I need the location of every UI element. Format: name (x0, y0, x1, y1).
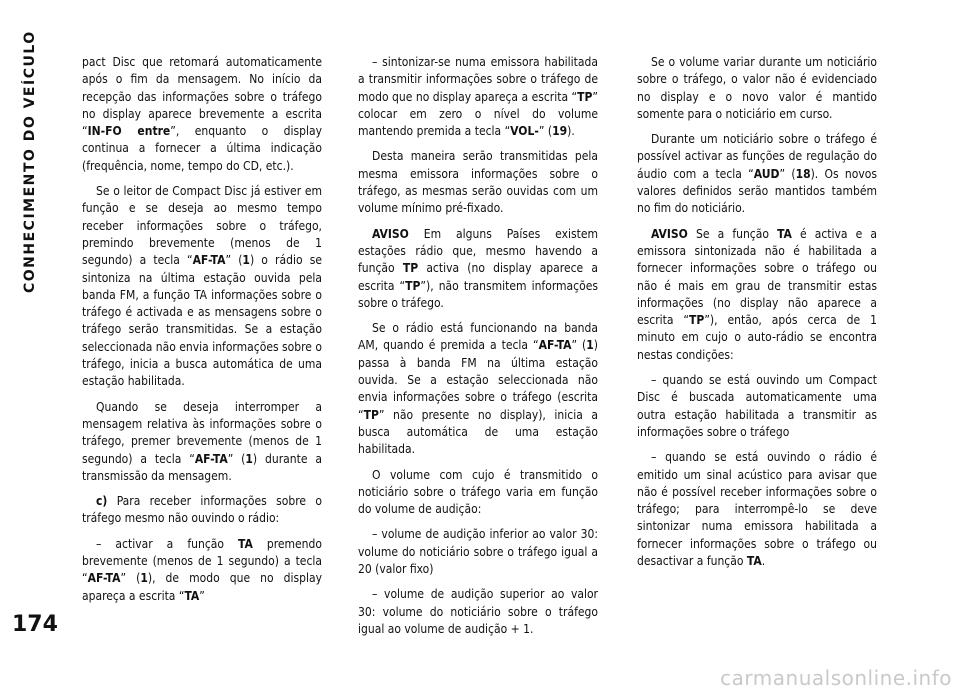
paragraph: Se o volume variar durante um noticiário sobre o tráfego, o valor não é evidenciado no display e o novo valor é mantido somente para o noticiário em curso. (637, 55, 877, 121)
warning-paragraph: AVISO Em alguns Países existem estações rádio que, mesmo havendo a função TP activa (no display aparece a escrita “TP”), não transmitem informações sobre o tráfego. (358, 226, 598, 310)
warning-paragraph: AVISO Se a função TA é activa e a emissora sintonizada não é habilitada a fornecer informações sobre o tráfego ou não é mais em grau de transmitir estas informações (no display não aparece a escrita “TP”), então, após cerca de 1 minuto em cujo o auto-rádio se encontra nestas condições: (637, 226, 877, 362)
column-2 (358, 54, 598, 646)
watermark: carmanualsonline.info (720, 666, 952, 690)
sidebar (0, 0, 66, 692)
paragraph: – activar a função TA premendo brevemente (menos de 1 segundo) a tecla “AF-TA” (1), de modo que no display apareça a escrita “TA” (82, 536, 322, 603)
paragraph: Durante um noticiário sobre o tráfego é possível activar as funções de regulação do áudio com a tecla “AUD” (18). Os novos valores definidos serão mantidos também no fim do noticiário. (637, 132, 877, 216)
paragraph: O volume com cujo é transmitido o noticiário sobre o tráfego varia em função do volume de audição: (358, 467, 598, 517)
paragraph: Desta maneira serão transmitidas pela mesma emissora informações sobre o tráfego, as mesmas serão ouvidas com um volume mínimo pré-fixado. (358, 149, 598, 216)
section-title: CONHECIMENTO DO VEÍCULO (22, 30, 38, 293)
column-3 (637, 54, 877, 578)
paragraph: c) Para receber informações sobre o tráfego mesmo não ouvindo o rádio: (82, 494, 322, 526)
paragraph: Quando se deseja interromper a mensagem relativa às informações sobre o tráfego, premer brevemente (menos de 1 segundo) a tecla “AF-TA” (1) durante a transmissão da mensagem. (82, 399, 322, 483)
paragraph: – volume de audição superior ao valor 30: volume do noticiário sobre o tráfego igual ao volume de audição + 1. (358, 587, 598, 636)
paragraph: – quando se está ouvindo o rádio é emitido um sinal acústico para avisar que não é possível receber informações sobre o tráfego; para interrompê-lo se deve sintonizar numa emissora habilitada a fornecer informações sobre o tráfego ou desactivar a função TA. (637, 450, 877, 569)
paragraph: – volume de audição inferior ao valor 30: volume do noticiário sobre o tráfego igual a 20 (valor fixo) (358, 527, 598, 577)
paragraph: pact Disc que retomará automaticamente após o fim da mensagem. No início da recepção das informações sobre o tráfego no display aparece brevemente a escrita “IN-FO entre”, enquanto o display continua a fornecer a última indicação (frequência, nome, tempo do CD, etc.). (82, 55, 322, 173)
page-number: 174 (12, 612, 58, 637)
paragraph: Se o rádio está funcionando na banda AM, quando é premida a tecla “AF-TA” (1) passa à banda FM na última estação ouvida. Se a estação seleccionada não envia informações sobre o tráfego (escrita “TP” não presente no display), inicia a busca automática de uma estação habilitada. (358, 321, 599, 457)
column-1 (82, 54, 322, 613)
paragraph: – sintonizar-se numa emissora habilitada a transmitir informações sobre o tráfego de modo que no display apareça a escrita “TP” colocar em zero o nível do volume mantendo premida a tecla “VOL-” (19). (358, 55, 598, 139)
paragraph: – quando se está ouvindo um Compact Disc é buscada automaticamente uma outra estação habilitada a transmitir as informações sobre o tráfego (637, 373, 877, 439)
paragraph: Se o leitor de Compact Disc já estiver em função e se deseja ao mesmo tempo receber informações sobre o tráfego, premindo brevemente (menos de 1 segundo) a tecla “AF-TA” (1) o rádio se sintoniza na última estação ouvida pela banda FM, a função TA informações sobre o tráfego é activada e as mensagens sobre o tráfego serão transmitidas. Se a estação seleccionada não envia informações sobre o tráfego, inicia a busca automática de uma estação habilitada. (82, 184, 322, 389)
